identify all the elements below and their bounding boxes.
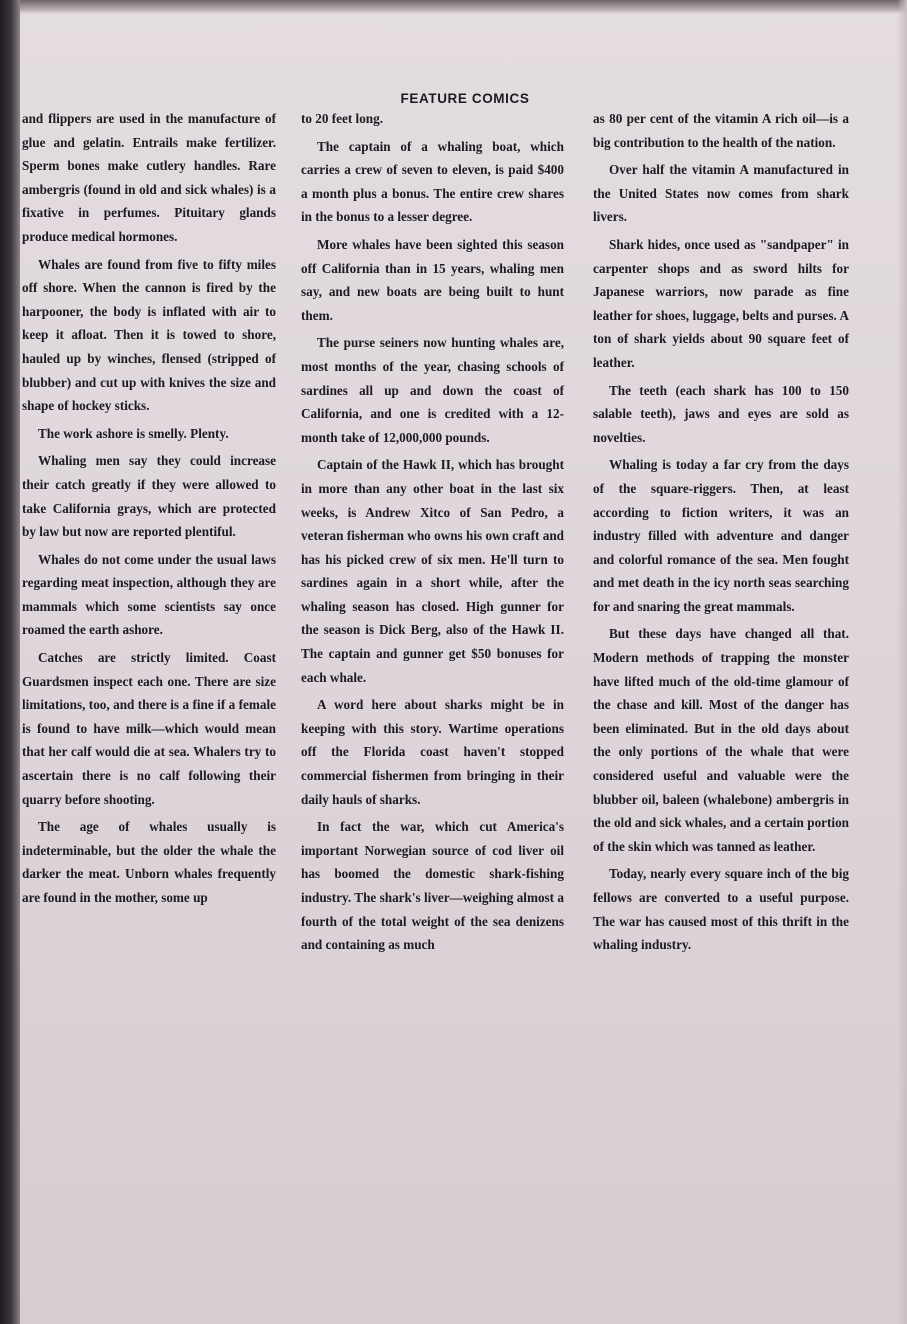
paragraph: Captain of the Hawk II, which has brought in more than any other boat in the last six weeks, is Andrew Xitco of San Pedro, a veteran fisherman who owns his own craft and has his picked crew of six men. He'll turn to sardines again in a short while, after the whaling season has closed. High gunner for the season is Dick Berg, also of the Hawk II. The captain and gunner get $50 bonuses for each whale. — [301, 457, 564, 685]
paragraph: Today, nearly every square inch of the big fellows are converted to a useful purpose. The war has caused most of this thrift in the whaling industry. — [593, 866, 849, 953]
paragraph: Over half the vitamin A manufactured in the United States now comes from shark livers. — [593, 162, 849, 225]
paragraph: Shark hides, once used as "sandpaper" in carpenter shops and as sword hilts for Japanese warriors, now parade as fine leather for shoes, luggage, belts and purses. A ton of shark yields about 90 square feet of leather. — [593, 236, 849, 370]
paragraph: Whales do not come under the usual laws regarding meat inspection, although they are mammals which some scientists say once roamed the earth ashore. — [22, 551, 276, 638]
paragraph: The work ashore is smelly. Plenty. — [38, 425, 229, 441]
paragraph: The purse seiners now hunting whales are, most months of the year, chasing schools of sardines all up and down the coast of California, and one is credited with a 12-month take of 12,000,000 pounds. — [301, 335, 564, 445]
paragraph: Whales are found from five to fifty miles off shore. When the cannon is fired by the harpooner, the body is inflated with air to keep it afloat. Then it is towed to shore, hauled up by winches, flensed (stripped of blubber) and cut up with knives the size and shape of hockey sticks. — [22, 256, 276, 414]
text-column-1 — [22, 107, 276, 914]
running-header: FEATURE COMICS — [400, 91, 530, 106]
paragraph: The age of whales usually is indeterminable, but the older the whale the darker the meat. Unborn whales frequently are found in the mother, some up — [22, 819, 276, 905]
paragraph: to 20 feet long. — [301, 111, 384, 126]
paragraph: and flippers are used in the manufacture of glue and gelatin. Entrails make fertilizer. Sperm bones make cutlery handles. Rare ambergris (found in old and sick whales) is a fixative in perfumes. Pituitary glands produce medical hormones. — [22, 111, 276, 244]
text-column-3 — [593, 107, 849, 961]
paragraph: The captain of a whaling boat, which carries a crew of seven to eleven, is paid $400 a month plus a bonus. The entire crew shares in the bonus to a lesser degree. — [301, 138, 564, 225]
paragraph: But these days have changed all that. Modern methods of trapping the monster have lifted much of the old-time glamour of the chase and kill. Most of the danger has been eliminated. But in the old days about the only portions of the whale that were considered useful and valuable were the blubber oil, baleen (whalebone) ambergris in the old and sick whales, and a certain portion of the skin which was tanned as leather. — [593, 626, 849, 854]
paragraph: Whaling men say they could increase their catch greatly if they were allowed to take California grays, which are protected by law but now are reported plentiful. — [22, 453, 276, 540]
page-right-edge — [897, 0, 907, 1324]
binding-spine — [0, 0, 20, 1324]
paragraph: Whaling is today a far cry from the days of the square-riggers. Then, at least according to fiction writers, it was an industry filled with adventure and danger and colorful romance of the sea. Men fought and met death in the icy north seas searching for and snaring the great mammals. — [593, 457, 849, 614]
paragraph: More whales have been sighted this season off California than in 15 years, whaling men say, and new boats are being built to hunt them. — [301, 236, 564, 323]
page-top-edge — [0, 0, 907, 14]
paragraph: The teeth (each shark has 100 to 150 salable teeth), jaws and eyes are sold as novelties. — [593, 382, 849, 445]
text-column-2 — [301, 107, 564, 961]
paragraph: A word here about sharks might be in keeping with this story. Wartime operations off the Florida coast haven't stopped commercial fishermen from bringing in their daily hauls of sharks. — [301, 697, 564, 807]
paragraph: Catches are strictly limited. Coast Guardsmen inspect each one. There are size limitations, too, and there is a fine if a female is found to have milk—which would mean that her calf would die at sea. Whalers try to ascertain there is no calf following their quarry before shooting. — [22, 650, 276, 807]
paragraph: In fact the war, which cut America's important Norwegian source of cod liver oil has boomed the domestic shark-fishing industry. The shark's liver—weighing almost a fourth of the total weight of the sea denizens and containing as much — [301, 819, 564, 953]
paragraph: as 80 per cent of the vitamin A rich oil—is a big contribution to the health of the nation. — [593, 111, 849, 150]
